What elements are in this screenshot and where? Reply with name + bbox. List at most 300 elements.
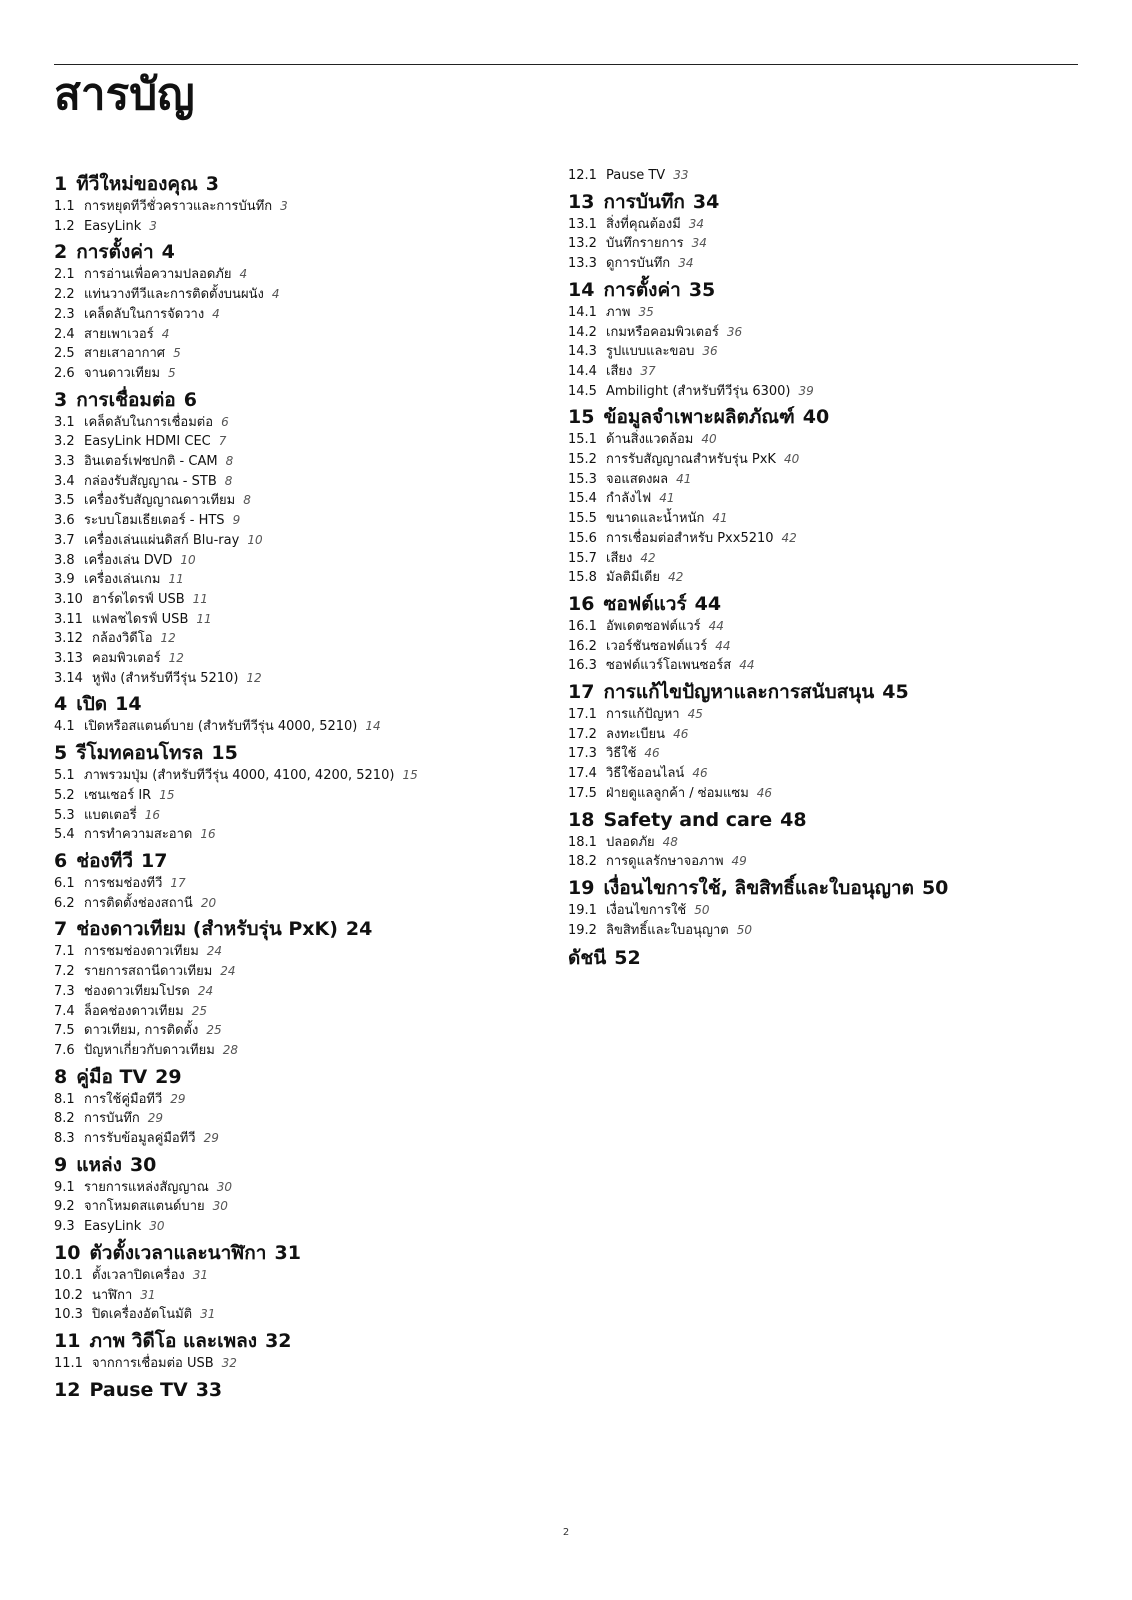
chapter-heading[interactable] [54, 741, 544, 765]
entry-number: 7.1 [54, 944, 75, 960]
toc-entry[interactable] [568, 744, 1038, 764]
toc-entry[interactable] [54, 472, 544, 492]
chapter-number: 3 [54, 388, 68, 411]
entry-page: 45 [687, 707, 703, 722]
chapter-heading[interactable] [54, 692, 544, 716]
entry-title: ปัญหาเกี่ยวกับดาวเทียม [84, 1042, 215, 1058]
entry-page: 4 [271, 287, 280, 302]
entry-title: ลิขสิทธิ์และใบอนุญาต [606, 922, 729, 938]
entry-page: 29 [170, 1091, 186, 1106]
entry-number: 17.3 [568, 746, 597, 762]
entry-page: 11 [196, 611, 212, 626]
chapter-number: 11 [54, 1329, 81, 1352]
chapter-heading[interactable] [568, 190, 1038, 214]
entry-page: 34 [678, 256, 694, 271]
chapter-title: ภาพ วิดีโอ และเพลง [89, 1329, 258, 1352]
entry-title: การทำความสะอาด [84, 827, 193, 843]
entry-title: ตั้งเวลาปิดเครื่อง [92, 1267, 185, 1283]
chapter-number: 4 [54, 693, 68, 716]
chapter-title: การตั้งค่า [603, 278, 681, 301]
entry-page: 7 [218, 434, 227, 449]
chapter-title: ดัชนี [568, 947, 607, 970]
entry-title: จากการเชื่อมต่อ USB [92, 1355, 214, 1371]
entry-page: 4 [161, 326, 170, 341]
entry-title: ซอฟต์แวร์โอเพนซอร์ส [606, 658, 732, 674]
entry-page: 44 [708, 618, 724, 633]
entry-number: 15.6 [568, 530, 597, 546]
entry-page: 5 [173, 346, 181, 361]
toc-chapter [568, 592, 1038, 676]
entry-title: การติดตั้งช่องสถานี [84, 895, 193, 911]
toc-entry[interactable] [568, 725, 1038, 745]
toc-entry[interactable] [54, 982, 544, 1002]
entry-page: 34 [691, 236, 707, 251]
toc-chapter [568, 278, 1038, 402]
toc-entry[interactable] [568, 362, 1038, 382]
entry-number: 13.2 [568, 236, 597, 252]
chapter-page: 4 [161, 241, 175, 264]
entry-title: อินเตอร์เฟซปกติ - CAM [84, 454, 218, 470]
toc-chapter [568, 876, 1038, 940]
toc-entry[interactable] [54, 962, 544, 982]
entry-title: Ambilight (สำหรับทีวีรุ่น 6300) [606, 383, 791, 399]
entry-number: 10.2 [54, 1287, 83, 1303]
toc-entry[interactable] [54, 590, 544, 610]
entry-number: 3.1 [54, 414, 75, 430]
chapter-title: แหล่ง [76, 1153, 122, 1176]
toc-chapter [54, 849, 544, 913]
entry-page: 16 [200, 827, 216, 842]
entry-title: บันทึกรายการ [606, 236, 684, 252]
entry-page: 50 [694, 902, 710, 917]
entry-number: 8.1 [54, 1091, 75, 1107]
entry-page: 49 [731, 854, 747, 869]
chapter-heading[interactable] [568, 876, 1038, 900]
toc-entry[interactable] [568, 549, 1038, 569]
entry-number: 15.7 [568, 550, 597, 566]
entry-title: คอมพิวเตอร์ [92, 651, 161, 667]
entry-page: 30 [216, 1179, 233, 1194]
toc-chapter [568, 946, 1038, 970]
entry-number: 14.4 [568, 363, 597, 379]
toc-entry[interactable] [568, 852, 1038, 872]
entry-title: การเชื่อมต่อสำหรับ Pxx5210 [606, 530, 774, 546]
toc-entry[interactable] [54, 491, 544, 511]
entry-title: เคล็ดลับในการจัดวาง [84, 306, 205, 322]
chapter-title: เงื่อนไขการใช้, ลิขสิทธิ์และใบอนุญาต [603, 876, 914, 899]
entry-title: ด้านสิ่งแวดล้อม [606, 432, 694, 448]
entry-number: 8.3 [54, 1131, 75, 1147]
chapter-heading[interactable] [568, 278, 1038, 302]
entry-page: 12 [246, 670, 262, 685]
toc-entry[interactable] [54, 551, 544, 571]
entry-page: 6 [221, 414, 229, 429]
entry-page: 46 [756, 785, 773, 800]
entry-page: 20 [200, 895, 217, 910]
toc-entry[interactable] [54, 717, 544, 737]
toc-entry[interactable] [568, 342, 1038, 362]
entry-page: 30 [149, 1219, 165, 1234]
entry-title: แฟลชไดรฟ์ USB [92, 611, 189, 627]
entry-number: 7.4 [54, 1003, 75, 1019]
entry-page: 4 [212, 306, 220, 321]
entry-page: 41 [659, 491, 675, 506]
entry-number: 2.5 [54, 346, 75, 362]
chapter-heading[interactable] [568, 808, 1038, 832]
toc-entry[interactable] [54, 825, 544, 845]
entry-number: 6.2 [54, 895, 75, 911]
entry-number: 13.3 [568, 256, 597, 272]
entry-number: 10.1 [54, 1267, 83, 1283]
toc-entry[interactable] [568, 323, 1038, 343]
chapter-heading[interactable] [568, 680, 1038, 704]
entry-page: 11 [168, 572, 184, 587]
entry-page: 37 [640, 363, 656, 378]
chapter-page: 32 [265, 1329, 292, 1352]
toc-entry[interactable] [54, 649, 544, 669]
entry-page: 10 [247, 532, 263, 547]
entry-page: 35 [638, 304, 654, 319]
entry-title: สายเสาอากาศ [84, 346, 166, 362]
entry-page: 30 [212, 1199, 228, 1214]
entry-number: 1.1 [54, 199, 75, 214]
toc-entry[interactable] [54, 511, 544, 531]
entry-page: 34 [688, 216, 705, 231]
entry-number: 3.14 [54, 670, 83, 686]
toc-entry[interactable] [54, 531, 544, 551]
toc-entry[interactable] [54, 1021, 544, 1041]
entry-title: การอ่านเพื่อความปลอดภัย [84, 267, 232, 283]
chapter-heading[interactable] [54, 172, 544, 196]
chapter-page: 34 [692, 190, 720, 213]
chapter-heading[interactable] [54, 240, 544, 264]
toc-entry[interactable] [54, 1090, 544, 1110]
entry-number: 3.10 [54, 591, 83, 607]
entry-title: ปลอดภัย [606, 834, 655, 850]
toc-entry[interactable] [54, 806, 544, 826]
toc-entry[interactable] [54, 874, 544, 894]
chapter-heading[interactable] [54, 1065, 544, 1089]
entry-number: 9.1 [54, 1179, 75, 1195]
toc-entry[interactable] [54, 1109, 544, 1129]
entry-number: 17.1 [568, 707, 597, 723]
toc-entry[interactable] [54, 432, 544, 452]
chapter-page: 50 [921, 876, 949, 899]
toc-entry[interactable] [568, 637, 1038, 657]
toc-entry[interactable] [54, 1178, 544, 1198]
entry-title: จอแสดงผล [606, 471, 669, 487]
chapter-heading[interactable] [54, 1378, 544, 1402]
entry-page: 8 [243, 493, 251, 508]
entry-title: ฮาร์ดไดรฟ์ USB [92, 591, 185, 607]
toc-entry[interactable] [568, 303, 1038, 323]
toc-entry[interactable] [54, 1041, 544, 1061]
entry-number: 19.2 [568, 922, 597, 938]
entry-title: อัพเดตซอฟต์แวร์ [606, 618, 701, 634]
toc-entry[interactable] [568, 509, 1038, 529]
entry-title: สิ่งที่คุณต้องมี [606, 216, 681, 232]
entry-number: 3.13 [54, 651, 83, 667]
entry-title: รูปแบบและขอบ [606, 344, 695, 360]
entry-page: 17 [170, 875, 186, 890]
chapter-number: 19 [568, 876, 595, 899]
chapter-title: Pause TV [89, 1378, 188, 1401]
toc-entry[interactable] [568, 489, 1038, 509]
entry-page: 4 [239, 267, 248, 282]
entry-title: ภาพ [606, 304, 631, 320]
chapter-page: 40 [802, 406, 830, 429]
toc-entry[interactable] [568, 215, 1038, 235]
entry-title: การชมช่องดาวเทียม [84, 944, 199, 960]
toc-entry[interactable] [54, 1305, 544, 1325]
toc-entry[interactable] [54, 669, 544, 689]
chapter-heading[interactable] [568, 946, 1038, 970]
entry-title: การหยุดทีวีชั่วคราวและการบันทึก [84, 199, 273, 214]
entry-title: เกมหรือคอมพิวเตอร์ [606, 324, 719, 340]
chapter-number: 9 [54, 1153, 68, 1176]
toc-entry[interactable] [54, 325, 544, 345]
toc-chapter [54, 1065, 544, 1149]
entry-page: 8 [224, 473, 233, 488]
toc-entry[interactable] [54, 452, 544, 472]
entry-title: เวอร์ชันซอฟต์แวร์ [606, 638, 708, 654]
entry-title: การดูแลรักษาจอภาพ [606, 854, 724, 870]
toc-chapter [54, 741, 544, 845]
entry-page: 29 [203, 1131, 219, 1146]
chapter-number: 12 [54, 1378, 81, 1401]
toc-entry[interactable] [54, 786, 544, 806]
chapter-heading[interactable] [568, 592, 1038, 616]
entry-number: 3.11 [54, 611, 83, 627]
chapter-title: ข้อมูลจำเพาะผลิตภัณฑ์ [603, 406, 795, 429]
toc-entry[interactable] [54, 413, 544, 433]
chapter-number: 6 [54, 849, 68, 872]
toc-entry[interactable] [54, 766, 544, 786]
entry-page: 24 [197, 983, 214, 998]
chapter-page: 31 [274, 1241, 301, 1264]
chapter-title: ช่องทีวี [76, 849, 134, 872]
entry-title: เซนเซอร์ IR [84, 787, 152, 803]
chapter-page: 44 [694, 592, 722, 615]
toc-entry[interactable] [568, 430, 1038, 450]
entry-number: 2.4 [54, 326, 75, 342]
entry-title: เปิดหรือสแตนด์บาย (สำหรับทีวีรุ่น 4000, 5210) [84, 719, 358, 735]
toc-entry[interactable] [54, 364, 544, 384]
toc-entry[interactable] [568, 705, 1038, 725]
chapter-number: 13 [568, 190, 595, 213]
chapter-title: Safety and care [603, 808, 773, 831]
toc-entry[interactable] [54, 570, 544, 590]
chapter-page: 6 [183, 388, 197, 411]
entry-number: 3.12 [54, 631, 83, 647]
toc-entry[interactable] [568, 234, 1038, 254]
toc-entry[interactable] [54, 942, 544, 962]
toc-entry[interactable] [54, 197, 544, 217]
toc-entry[interactable] [54, 217, 544, 237]
entry-number: 9.2 [54, 1199, 75, 1215]
entry-page: 24 [206, 944, 223, 959]
entry-page: 41 [676, 471, 692, 486]
chapter-page: 45 [882, 681, 909, 704]
entry-page: 31 [140, 1287, 156, 1302]
toc-right-column [568, 166, 1038, 971]
chapter-page: 33 [195, 1378, 223, 1401]
entry-number: 12.1 [568, 168, 597, 183]
toc-entry[interactable] [54, 1129, 544, 1149]
entry-title: สายเพาเวอร์ [84, 326, 154, 342]
entry-number: 13.1 [568, 216, 597, 232]
entry-title: Pause TV [606, 168, 666, 183]
toc-entry[interactable] [568, 784, 1038, 804]
toc-entry[interactable] [54, 265, 544, 285]
chapter-heading[interactable] [54, 1153, 544, 1177]
toc-entry[interactable] [54, 1002, 544, 1022]
toc-entry[interactable] [54, 1286, 544, 1306]
entry-page: 41 [712, 511, 728, 526]
toc-entry[interactable] [54, 1197, 544, 1217]
chapter-page: 17 [141, 849, 168, 872]
toc-chapter [568, 166, 1038, 186]
toc-entry[interactable] [54, 629, 544, 649]
entry-number: 3.3 [54, 454, 75, 470]
entry-page: 36 [702, 344, 718, 359]
entry-page: 36 [726, 324, 743, 339]
entry-number: 4.1 [54, 719, 75, 735]
entry-number: 3.9 [54, 572, 75, 588]
chapter-page: 52 [614, 947, 641, 970]
chapter-title: ทีวีใหม่ของคุณ [76, 173, 198, 195]
chapter-heading[interactable] [54, 1241, 544, 1265]
toc-entry[interactable] [568, 617, 1038, 637]
entry-title: EasyLink [84, 218, 142, 234]
toc-entry[interactable] [568, 833, 1038, 853]
entry-number: 6.1 [54, 875, 75, 891]
toc-entry[interactable] [568, 470, 1038, 490]
toc-entry[interactable] [54, 305, 544, 325]
chapter-title: เปิด [76, 693, 108, 716]
chapter-title: การตั้งค่า [76, 241, 154, 264]
toc-entry[interactable] [568, 382, 1038, 402]
chapter-heading[interactable] [54, 917, 544, 941]
chapter-number: 10 [54, 1241, 81, 1264]
toc-entry[interactable] [568, 921, 1038, 941]
entry-title: ลงทะเบียน [606, 726, 666, 742]
toc-entry[interactable] [568, 450, 1038, 470]
entry-page: 11 [192, 591, 208, 606]
entry-number: 15.2 [568, 452, 597, 468]
entry-page: 15 [402, 768, 418, 783]
chapter-page: 48 [780, 808, 807, 831]
entry-page: 50 [736, 922, 753, 937]
toc-entry[interactable] [54, 894, 544, 914]
entry-page: 3 [149, 218, 157, 233]
chapter-page: 35 [688, 278, 716, 301]
entry-title: หูฟัง (สำหรับทีวีรุ่น 5210) [92, 670, 239, 686]
toc-entry[interactable] [568, 764, 1038, 784]
toc-entry[interactable] [568, 568, 1038, 588]
toc-chapter [568, 190, 1038, 274]
entry-title: กล้องวิดีโอ [92, 631, 153, 647]
toc-entry[interactable] [568, 254, 1038, 274]
entry-title: การใช้คู่มือทีวี [84, 1091, 163, 1107]
toc-entry[interactable] [54, 1354, 544, 1374]
entry-number: 10.3 [54, 1307, 83, 1323]
toc-entry[interactable] [568, 656, 1038, 676]
entry-page: 15 [159, 787, 175, 802]
entry-title: ระบบโฮมเธียเตอร์ - HTS [84, 513, 225, 529]
chapter-title: รีโมทคอนโทรล [76, 742, 204, 765]
chapter-title: ซอฟต์แวร์ [603, 592, 687, 615]
entry-title: ปิดเครื่องอัตโนมัติ [92, 1307, 193, 1323]
entry-title: เคล็ดลับในการเชื่อมต่อ [84, 414, 214, 430]
entry-number: 3.7 [54, 532, 75, 548]
toc-entry[interactable] [54, 1266, 544, 1286]
entry-title: การรับสัญญาณสำหรับรุ่น PxK [606, 452, 776, 468]
chapter-heading[interactable] [54, 1329, 544, 1353]
toc-chapter [568, 680, 1038, 804]
toc-entry[interactable] [54, 1217, 544, 1237]
entry-page: 8 [225, 454, 234, 469]
entry-number: 8.2 [54, 1111, 75, 1127]
chapter-number: 16 [568, 592, 595, 615]
entry-number: 2.2 [54, 287, 75, 303]
entry-number: 15.1 [568, 432, 597, 448]
entry-number: 7.6 [54, 1042, 75, 1058]
entry-page: 29 [147, 1111, 164, 1126]
toc-chapter [54, 1153, 544, 1237]
entry-page: 42 [640, 550, 656, 565]
entry-number: 14.2 [568, 324, 597, 340]
entry-title: วิธีใช้ออนไลน์ [606, 766, 685, 782]
entry-page: 3 [280, 199, 288, 213]
chapter-heading[interactable] [54, 388, 544, 412]
entry-number: 5.4 [54, 827, 75, 843]
entry-number: 5.2 [54, 787, 75, 803]
toc-entry[interactable] [568, 529, 1038, 549]
entry-page: 14 [365, 719, 381, 734]
toc-entry[interactable] [568, 901, 1038, 921]
entry-title: จานดาวเทียม [84, 365, 161, 381]
chapter-heading[interactable] [568, 405, 1038, 429]
entry-number: 2.6 [54, 365, 75, 381]
entry-page: 42 [781, 530, 797, 545]
entry-page: 42 [668, 570, 684, 585]
entry-title: การแก้ปัญหา [606, 707, 680, 723]
entry-page: 46 [673, 726, 689, 741]
entry-title: กำลังไฟ [606, 491, 652, 507]
chapter-title: ตัวตั้งเวลาและนาฬิกา [89, 1241, 267, 1264]
entry-number: 3.8 [54, 552, 75, 568]
entry-title: นาฬิกา [92, 1287, 133, 1303]
entry-number: 17.5 [568, 785, 597, 801]
toc-entry[interactable] [54, 344, 544, 364]
chapter-page: 15 [211, 742, 238, 765]
chapter-heading[interactable] [54, 849, 544, 873]
page-number: 2 [562, 1527, 570, 1538]
toc-entry[interactable] [54, 285, 544, 305]
entry-number: 1.2 [54, 218, 75, 234]
entry-title: EasyLink [84, 1219, 142, 1235]
entry-title: จากโหมดสแตนด์บาย [84, 1199, 205, 1215]
entry-page: 16 [144, 807, 161, 822]
entry-title: วิธีใช้ [606, 746, 637, 762]
toc-entry[interactable] [54, 610, 544, 630]
toc-entry[interactable] [568, 166, 1038, 186]
entry-page: 10 [180, 552, 196, 567]
entry-page: 9 [232, 513, 241, 528]
entry-number: 16.3 [568, 658, 597, 674]
entry-page: 25 [191, 1003, 207, 1018]
